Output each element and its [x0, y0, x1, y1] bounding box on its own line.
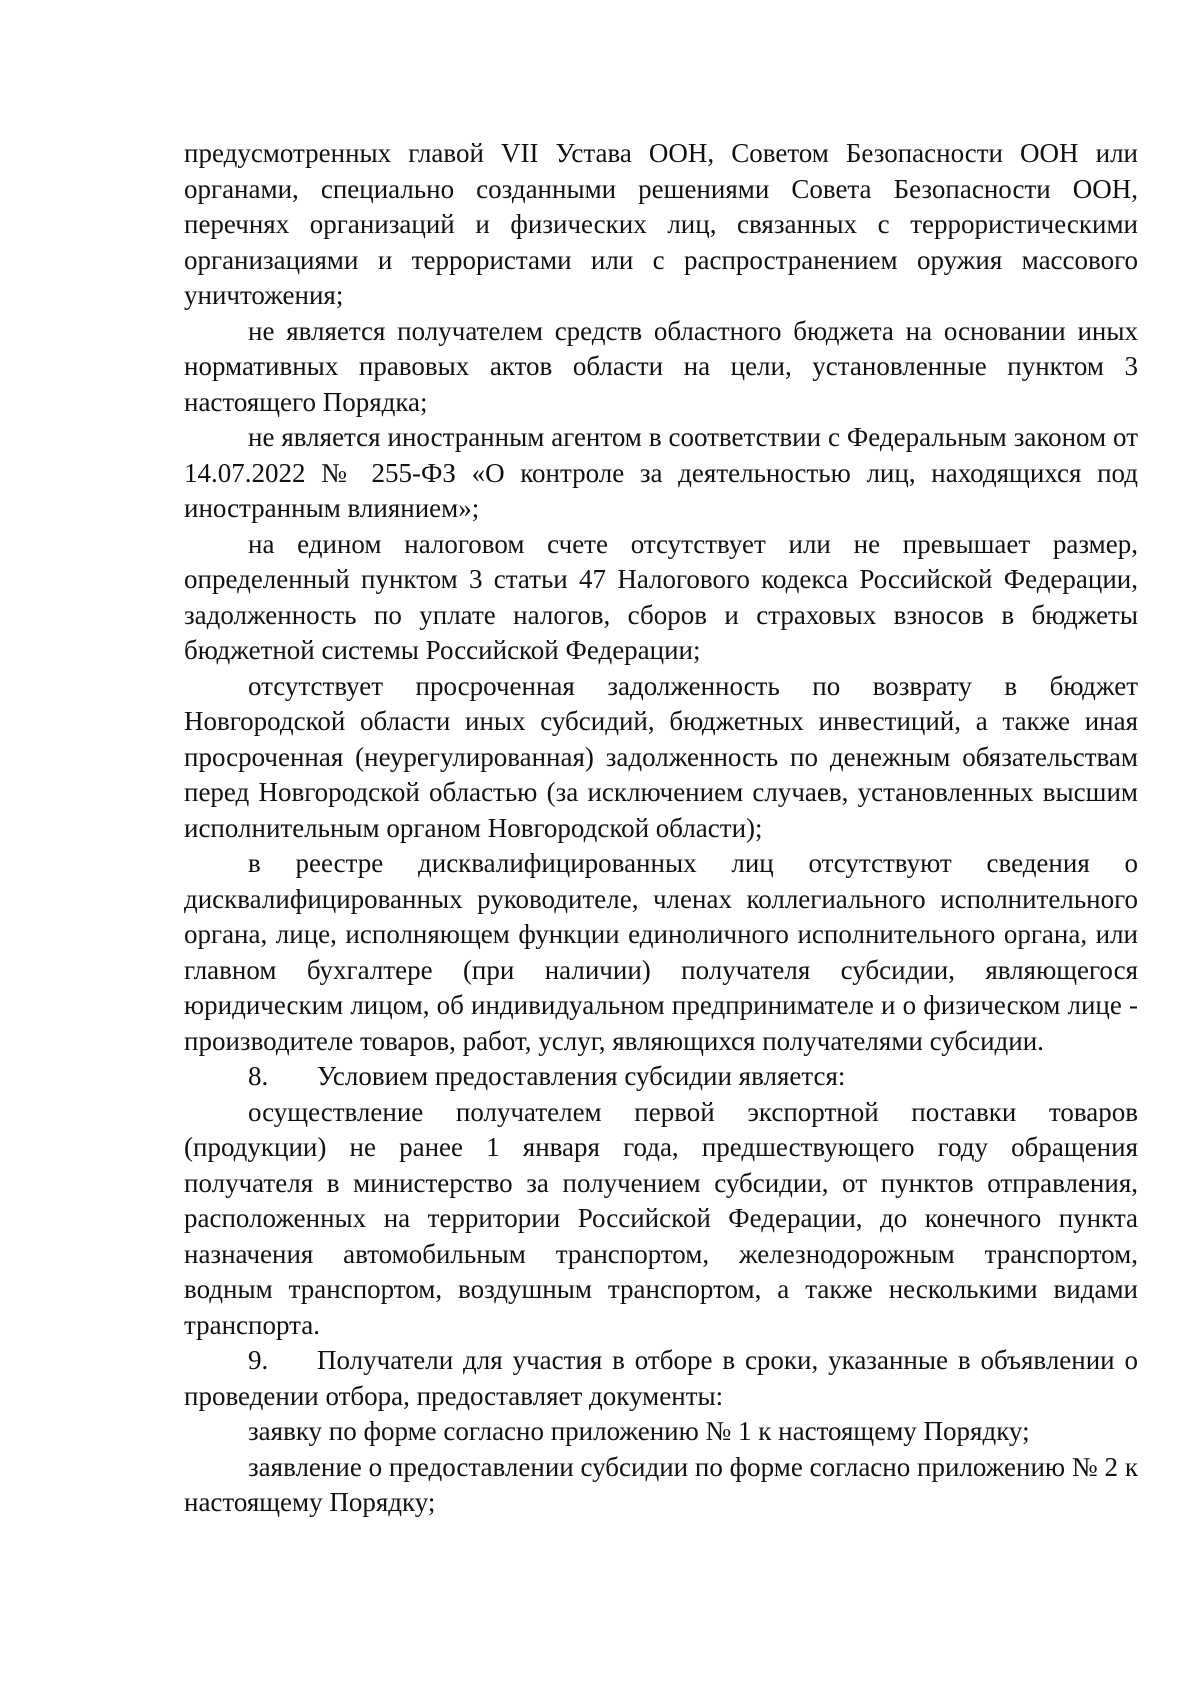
paragraph-text: Условием предоставления субсидии является: — [317, 1061, 846, 1091]
paragraph-number: 9. — [248, 1345, 269, 1375]
paragraph-subsidy-statement: заявление о предоставлении субсидии по форме согласно приложению № 2 к настоящему Порядку; — [184, 1451, 1138, 1517]
paragraph-item-8 — [184, 1059, 1138, 1095]
paragraph-disqualified-registry: в реестре дисквалифицированных лиц отсутствуют сведения о дисквалифицированных руководителе, членах коллегиального исполнительного органа, лице, исполняющем функции единоличного исполнительного органа, или главном бухгалтере (при наличии) получателя субсидии, являющегося юридическим лицом, об индивидуальном предпринимателе и о физическом лице - производителе товаров, работ, услуг, являющихся получателями субсидии. — [184, 848, 1138, 1056]
paragraph-item-9 — [184, 1343, 1138, 1414]
paragraph-tax-account: на едином налоговом счете отсутствует или не превышает размер, определенный пунктом 3 статьи 47 Налогового кодекса Российской Федерации, задолженность по уплате налогов, сборов и страховых взносов в бюджеты бюджетной системы Российской Федерации; — [184, 528, 1138, 665]
paragraph-no-overdue-debt: отсутствует просроченная задолженность по возврату в бюджет Новгородской области иных субсидий, бюджетных инвестиций, а также иная просроченная (неурегулированная) задолженность по денежным обязательствам перед Новгородской областью (за исключением случаев, установленных высшим исполнительным органом Новгородской области); — [184, 670, 1138, 843]
paragraph-not-foreign-agent: не является иностранным агентом в соответствии с Федеральным законом от 14.07.2022 № 255-ФЗ «О контроле за деятельностью лиц, находящихся под иностранным влиянием»; — [184, 422, 1138, 523]
paragraph-number: 8. — [248, 1061, 269, 1091]
paragraph-export-condition: осуществление получателем первой экспортной поставки товаров (продукции) не ранее 1 января года, предшествующего году обращения получателя в министерство за получением субсидии, от пунктов отправления, расположенных на территории Российской Федерации, до конечного пункта назначения автомобильным транспортом, железнодорожным транспортом, водным транспортом, воздушным транспортом, а также несколькими видами транспорта. — [184, 1096, 1138, 1340]
paragraph-sanctions-lists: предусмотренных главой VII Устава ООН, Советом Безопасности ООН или органами, специально созданными решениями Совета Безопасности ООН, перечнях организаций и физических лиц, связанных с террористическими организациями и террористами или с распространением оружия массового уничтожения; — [184, 138, 1138, 310]
paragraph-application-form: заявку по форме согласно приложению № 1 к настоящему Порядку; — [248, 1416, 1030, 1446]
paragraph-not-budget-recipient: не является получателем средств областного бюджета на основании иных нормативных правовых актов области на цели, установленные пунктом 3 настоящего Порядка; — [184, 315, 1138, 417]
paragraph-text: Получатели для участия в отборе в сроки, указанные в объявлении о проведении отбора, предоставляет документы: — [184, 1345, 1138, 1411]
